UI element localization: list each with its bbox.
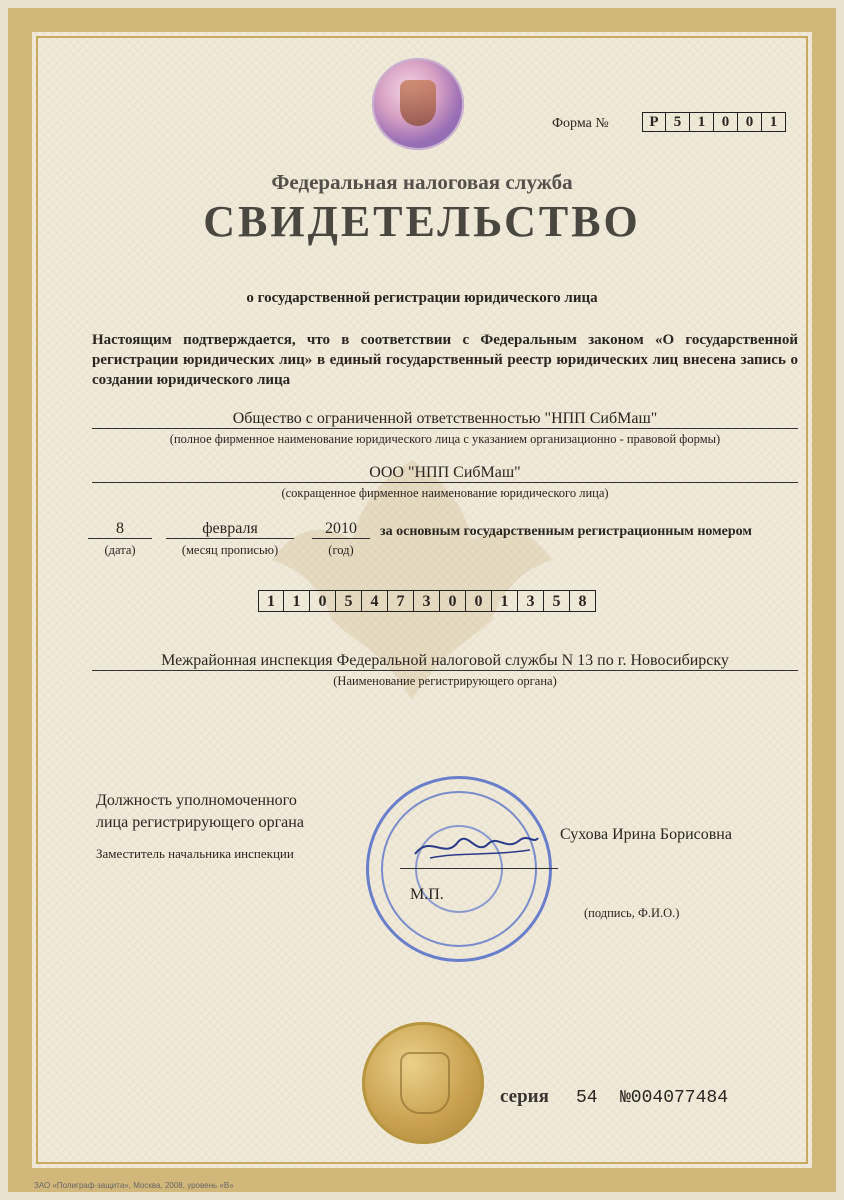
document-subtitle: о государственной регистрации юридического лица [246,290,598,306]
org-full-name-caption: (полное фирменное наименование юридического лица с указанием организационно - правовой формы) [169,432,721,446]
ogrn-digit: 7 [388,590,414,612]
ogrn-digit: 3 [414,590,440,612]
ogrn-label: за основным государственным регистрационным номером [380,524,752,539]
ogrn-digit: 8 [570,590,596,612]
position-label-line-1: Должность уполномоченного [96,792,297,809]
confirmation-paragraph: Настоящим подтверждается, что в соответствии с Федеральным законом «О государственной регистрации юридических лиц» в единый государственный реестр юридических лиц внесена запись о создании юридического лица [92,332,798,388]
date-month: февраля [166,520,294,539]
form-code-cell: 1 [762,112,786,132]
registering-authority: Межрайонная инспекция Федеральной налоговой службы N 13 по г. Новосибирску [92,652,798,671]
org-short-name: ООО "НПП СибМаш" [92,464,798,483]
official-stamp-icon [366,776,552,962]
org-short-name-caption: (сокращенное фирменное наименование юридического лица) [281,486,609,500]
date-year-caption: (год) [328,543,354,557]
printer-footer: ЗАО «Полиграф-защита», Москва, 2008, уровень «В» [34,1181,234,1190]
document-title: СВИДЕТЕЛЬСТВО [203,197,641,246]
form-label: Форма № [552,116,609,131]
date-month-caption: (месяц прописью) [181,543,279,557]
ogrn-digit: 5 [336,590,362,612]
series-label: серия [500,1086,549,1107]
ogrn-digit: 5 [544,590,570,612]
org-full-name: Общество с ограниченной ответственностью "НПП СибМаш" [92,410,798,429]
date-day-caption: (дата) [104,543,136,557]
ogrn-digit: 0 [466,590,492,612]
position-label [96,790,304,834]
hologram-emblem-icon [372,58,464,150]
ogrn-digit: 4 [362,590,388,612]
gold-seal-icon [362,1022,484,1144]
date-year: 2010 [312,520,370,539]
ogrn-digit: 3 [518,590,544,612]
ogrn-digit: 1 [258,590,284,612]
form-code [642,112,786,132]
registering-authority-caption: (Наименование регистрирующего органа) [333,674,557,688]
form-code-cell: 1 [690,112,714,132]
date-day: 8 [88,520,152,539]
form-code-cell: 5 [666,112,690,132]
ogrn-digit: 1 [492,590,518,612]
form-code-cell: Р [642,112,666,132]
position-label-line-2: лица регистрирующего органа [96,814,304,831]
ogrn-number [258,590,596,612]
ogrn-digit: 0 [440,590,466,612]
signature-caption: (подпись, Ф.И.О.) [584,906,680,920]
series-value: 54 [576,1088,598,1108]
certificate-number: №004077484 [620,1088,729,1108]
ogrn-digit: 1 [284,590,310,612]
signatory-name: Сухова Ирина Борисовна [560,826,732,843]
agency-name: Федеральная налоговая служба [271,170,573,194]
stamp-place-label: М.П. [410,886,444,903]
form-code-cell: 0 [714,112,738,132]
ogrn-digit: 0 [310,590,336,612]
signature-line [400,868,558,869]
form-code-cell: 0 [738,112,762,132]
signature-icon [410,826,540,866]
position-value: Заместитель начальника инспекции [96,846,294,861]
